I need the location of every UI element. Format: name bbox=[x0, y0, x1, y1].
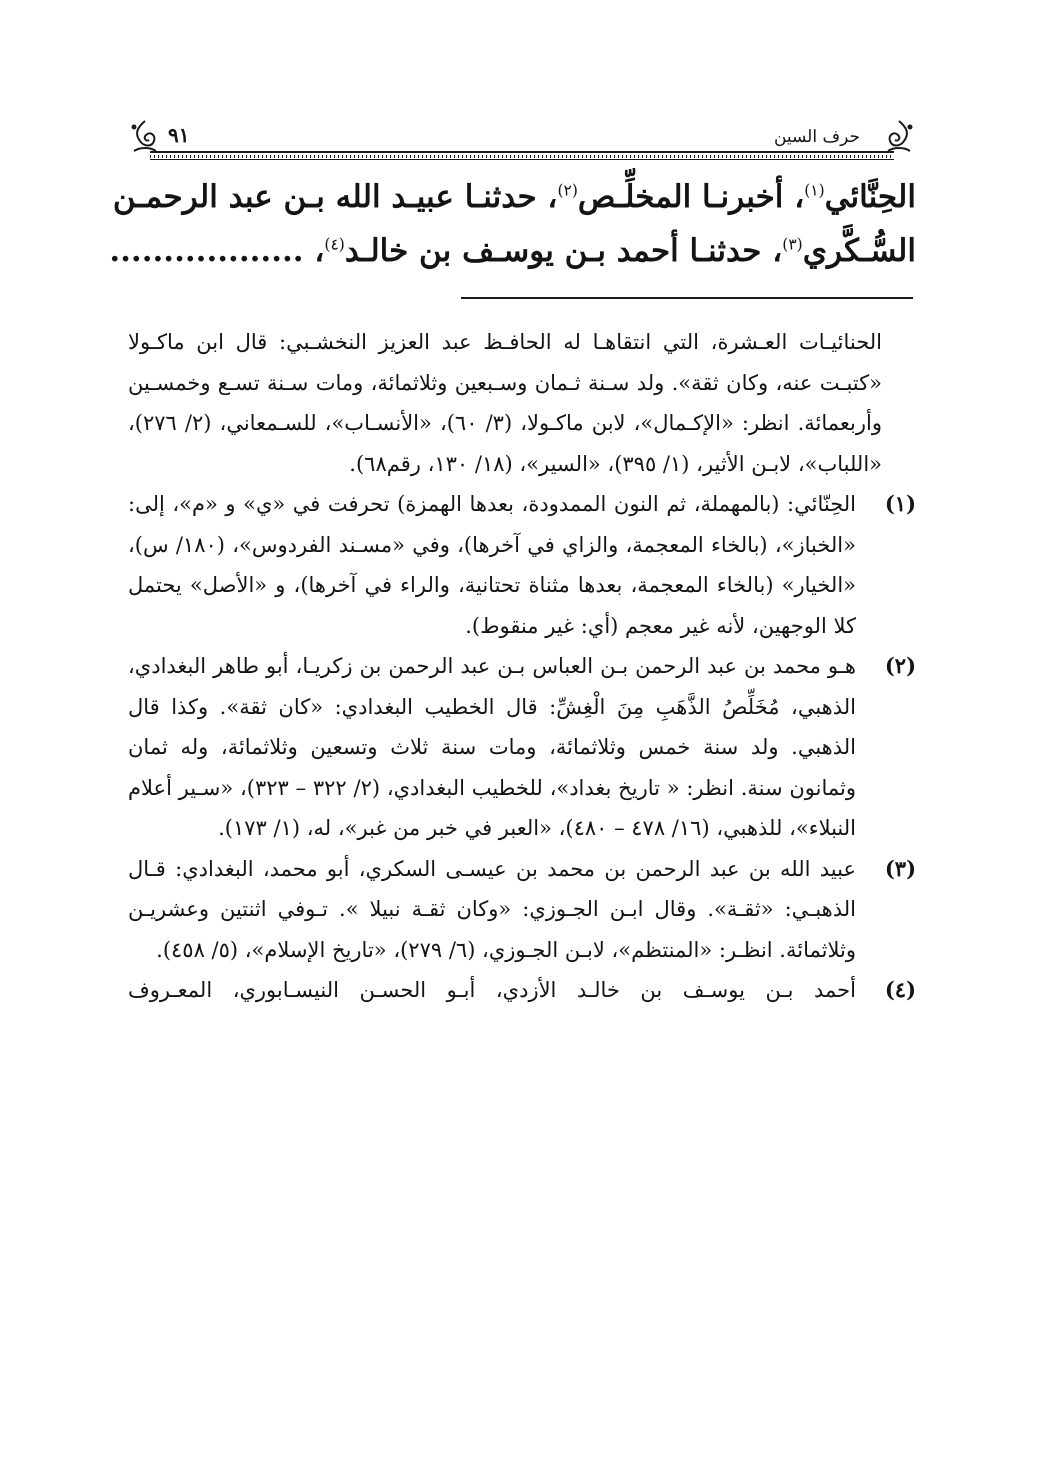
footnote-3 bbox=[128, 849, 916, 971]
chapter-title: حرف السين bbox=[773, 127, 860, 147]
main-line-2-part-c: ، .................. bbox=[109, 233, 325, 269]
footnote-1 bbox=[128, 484, 916, 646]
main-line-2-part-b: ، حدثنـا أحمد بـن يوسـف بن خالـد bbox=[344, 233, 783, 269]
main-line-1-part-b: ، أخبرنـا المخلِّـص bbox=[577, 179, 805, 215]
main-line-2 bbox=[109, 224, 916, 278]
footnote-number: (٢) bbox=[884, 653, 916, 678]
footnotes bbox=[128, 322, 916, 1011]
footnote-continuation bbox=[128, 322, 916, 484]
page-header bbox=[128, 113, 916, 163]
footnote-text: أحمد بـن يوسـف بن خالـد الأزدي، أبـو الحسـن النيسـابوري، المعـروف bbox=[128, 978, 856, 1002]
main-line-1-part-c: ، حدثنـا عبيـد الله بـن عبد الرحمـن bbox=[112, 179, 558, 215]
footnote-ref-1: (١) bbox=[804, 181, 825, 200]
footnote-4 bbox=[128, 970, 916, 1011]
footnote-ref-2: (٢) bbox=[557, 181, 578, 200]
main-line-1-part-a: الحِنَّائي bbox=[824, 179, 916, 215]
main-line-1 bbox=[112, 170, 916, 224]
footnote-text: عبيد الله بن عبد الرحمن بن محمد بن عيسـى السكري، أبو محمد، البغدادي: قـال الذهبـي: «ثقـة». وقال ابـن الجـوزي: «وكان ثقـة نبيلا ». تـوفي اثنتين وعشريـن وثلاثمائة. انظـر: «المنتظم»، لابـن الجـوزي، (٦/ ٢٧٩)، «تاريخ الإسلام»، (٥/ ٤٥٨). bbox=[128, 856, 856, 962]
footnote-text: هـو محمد بن عبد الرحمن بـن العباس بـن عبد الرحمن بن زكريـا، أبو طاهر البغدادي، الذهبي، مُخَلِّصُ الذَّهَبِ مِنَ الْغِشِّ: قال الخطيب البغدادي: «كان ثقة». وكذا قال الذهبي. ولد سنة خمس وثلاثمائة، ومات سنة ثلاث وتسعين وثلاثمائة، وله ثمان وثمانون سنة. انظر: « تاريخ بغداد»، للخطيب البغدادي، (٢/ ٣٢٢ – ٣٢٣)، «سـير أعلام النبلاء»، للذهبي، (١٦/ ٤٧٨ – ٤٨٠)، «العبر في خبر من غبر»، له، (١/ ١٧٣). bbox=[128, 654, 857, 840]
header-rule bbox=[150, 151, 894, 160]
footnote-continuation-text: الحنائيـات العـشرة، التي انتقاهـا له الحافـظ عبد العزيز النخشـبي: قال ابن ماكـولا «كتبـت عنه، وكان ثقة». ولد سـنة ثـمان وسـبعين وثلاثمائة، ومات سـنة تسـع وخمسـين وأربعمائة. انظر: «الإكـمال»، لابن ماكـولا، (٣/ ٦٠)، «الأنسـاب»، للسـمعاني، (٢/ ٢٧٦)، «اللباب»، لابـن الأثير، (١/ ٣٩٥)، «السير»، (١٨/ ١٣٠، رقم٦٨). bbox=[128, 330, 882, 476]
footnote-2 bbox=[128, 646, 916, 849]
footnote-text: الحِنّائي: (بالمهملة، ثم النون الممدودة، بعدها الهمزة) تحرفت في «ي» و «م»، إلى: «الخباز»، (بالخاء المعجمة، والزاي في آخرها)، وفي «مسـند الفردوس»، (١٨٠/ س)، «الخيار» (بالخاء المعجمة، بعدها مثناة تحتانية، والراء في آخرها)، و «الأصل» يحتمل كلا الوجهين، لأنه غير معجم (أي: غير منقوط). bbox=[128, 492, 856, 638]
footnote-number: (٣) bbox=[884, 855, 916, 881]
page-number: ٩١ bbox=[168, 123, 190, 147]
main-line-2-part-a: السُّـكَّري bbox=[802, 233, 916, 269]
footnote-separator bbox=[461, 297, 913, 299]
footnote-ref-3: (٣) bbox=[782, 235, 803, 254]
footnote-ref-4: (٤) bbox=[324, 235, 345, 254]
footnote-number: (٤) bbox=[884, 977, 916, 1002]
main-text bbox=[109, 170, 916, 278]
ornament-left-icon bbox=[128, 117, 162, 157]
footnote-number: (١) bbox=[884, 491, 916, 516]
